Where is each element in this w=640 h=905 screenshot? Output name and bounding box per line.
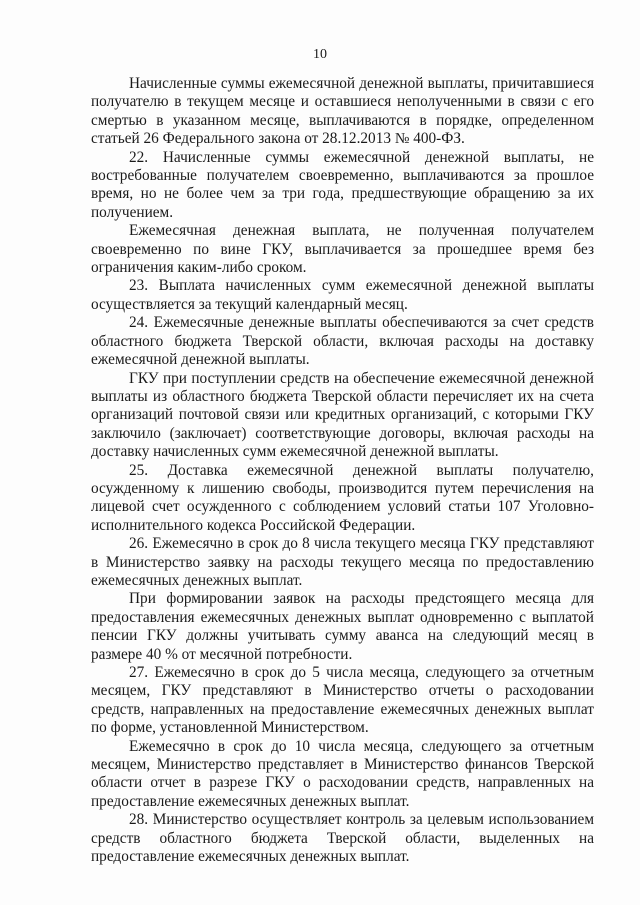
paragraph-clause-28: 28. Министерство осуществляет контроль за целевым использованием средств областного бюджета Тверской области, выделенных на предоставление ежемесячных денежных выплат. <box>91 811 594 866</box>
paragraph-gku-fault-payment: Ежемесячная денежная выплата, не полученная получателем своевременно по вине ГКУ, выплачивается за прошедшее время без ограничения каким-либо сроком. <box>91 222 594 277</box>
document-body <box>91 75 594 866</box>
paragraph-clause-26: 26. Ежемесячно в срок до 8 числа текущего месяца ГКУ представляют в Министерство заявку на расходы текущего месяца по предоставлению ежемесячных денежных выплат. <box>91 535 594 589</box>
paragraph-clause-25: 25. Доставка ежемесячной денежной выплаты получателю, осужденному к лишению свободы, производится путем перечисления на лицевой счет осужденного с соблюдением условий статьи 107 Уголовно-исполнительного кодекса Российской Федерации. <box>91 461 594 534</box>
paragraph-clause-22: 22. Начисленные суммы ежемесячной денежной выплаты, не востребованные получателем своевременно, выплачиваются за прошлое время, но не более чем за три года, предшествующие обращению за их получением. <box>91 148 594 221</box>
paragraph-clause-24: 24. Ежемесячные денежные выплаты обеспечиваются за счет средств областного бюджета Тверской области, включая расходы на доставку ежемесячной денежной выплаты. <box>91 314 594 369</box>
paragraph-inheritance-payment: Начисленные суммы ежемесячной денежной выплаты, причитавшиеся получателю в текущем месяце и оставшиеся неполученными в связи с его смертью в указанном месяце, выплачиваются в порядке, определенном статьей 26 Федерального закона от 28.12.2013 № 400-ФЗ. <box>91 75 594 148</box>
paragraph-gku-transfer: ГКУ при поступлении средств на обеспечение ежемесячной денежной выплаты из областного бюджета Тверской области перечисляет их на счета организаций почтовой связи или кредитных организаций, с которыми ГКУ заключило (заключает) соответствующие договоры, включая расходы на доставку начисленных сумм ежемесячной денежной выплаты. <box>91 369 594 461</box>
paragraph-advance-planning: При формировании заявок на расходы предстоящего месяца для предоставления ежемесячных денежных выплат одновременно с выплатой пенсии ГКУ должны учитывать сумму аванса на следующий месяц в размере 40 % от месячной потребности. <box>91 590 594 663</box>
paragraph-clause-27: 27. Ежемесячно в срок до 5 числа месяца, следующего за отчетным месяцем, ГКУ представляют в Министерство отчеты о расходовании средств, направленных на предоставление ежемесячных денежных выплат по форме, установленной Министерством. <box>91 664 594 737</box>
page-number: 10 <box>313 47 327 62</box>
paragraph-ministry-report: Ежемесячно в срок до 10 числа месяца, следующего за отчетным месяцем, Министерство представляет в Министерство финансов Тверской области отчет в разрезе ГКУ о расходовании средств, направленных на предоставление ежемесячных денежных выплат. <box>91 737 594 810</box>
paragraph-clause-23: 23. Выплата начисленных сумм ежемесячной денежной выплаты осуществляется за текущий календарный месяц. <box>91 277 594 313</box>
